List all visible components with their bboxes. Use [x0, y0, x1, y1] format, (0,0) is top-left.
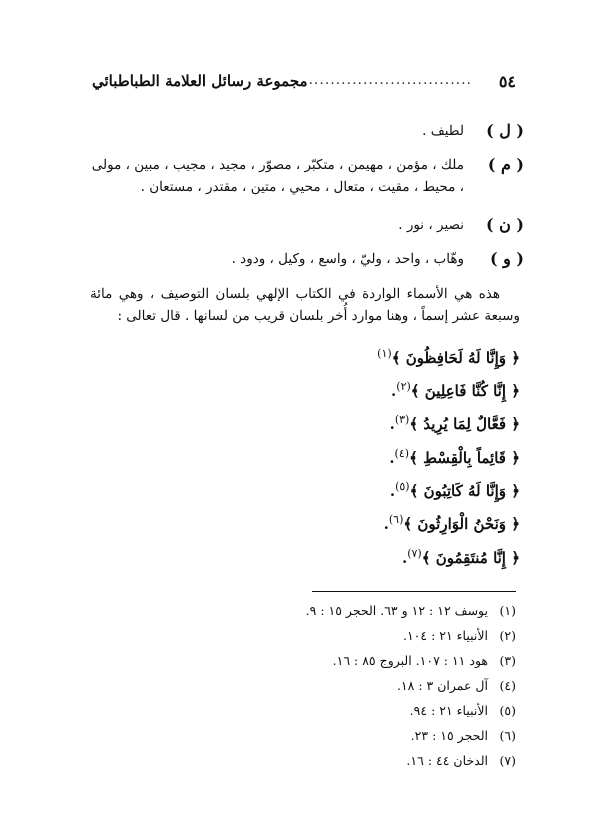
- footnote-4: [86, 676, 516, 696]
- verse-end: .: [383, 515, 389, 533]
- verse-text: ﴿ وَنَحْنُ الْوَارِثُونَ ﴾: [403, 515, 520, 533]
- entry-text: ملك ، مؤمن ، مهيمن ، متكبّر ، مصوّر ، مجيد ، مجيب ، مبين ، مولى ، محيط ، مقيت ، متعال ، محيي ، متين ، مقتدر ، مستعان .: [91, 157, 464, 195]
- verse-footnote-ref: (٣): [394, 413, 410, 426]
- footnote-7: [86, 751, 516, 771]
- running-title: مجموعة رسائل العلامة الطباطبائي: [92, 72, 308, 90]
- footnote-1: [86, 601, 516, 621]
- verse-end: .: [389, 415, 395, 433]
- entry-nun: [90, 214, 524, 236]
- verse-end: .: [391, 382, 397, 400]
- verse-3: [90, 408, 520, 436]
- footnote-text: الدخان ٤٤ : ١٦.: [406, 753, 488, 768]
- footnote-2: [86, 626, 516, 646]
- entry-letter: ( ن ): [485, 215, 524, 234]
- footnote-text: الحجر ١٥ : ٢٣.: [410, 728, 488, 743]
- verse-footnote-ref: (٧): [407, 547, 422, 560]
- verse-2: [90, 375, 520, 403]
- footnote-text: هود ١١ : ١٠٧. البروج ٨٥ : ١٦.: [332, 653, 488, 668]
- entry-text: لطيف .: [422, 123, 464, 139]
- verse-text: ﴿ وَإِنَّا لَهُ كَاتِبُونَ ﴾: [409, 482, 520, 500]
- footnote-number: (٦): [499, 728, 516, 743]
- footnote-number: (٤): [499, 678, 516, 693]
- footnote-text: الأنبياء ٢١ : ٩٤.: [409, 703, 488, 718]
- entry-letter: ( ل ): [486, 121, 524, 140]
- entry-text: وهّاب ، واحد ، وليّ ، واسع ، وكيل ، ودود .: [231, 251, 464, 267]
- verse-footnote-ref: (٥): [395, 480, 410, 493]
- verse-text: ﴿ إِنَّا مُنتَقِمُونَ ﴾: [421, 549, 520, 567]
- verse-footnote-ref: (٦): [388, 513, 404, 526]
- footnote-3: [86, 651, 516, 671]
- footnote-text: الأنبياء ٢١ : ١٠٤.: [402, 628, 488, 643]
- verse-footnote-ref: (٤): [394, 447, 410, 460]
- entry-waw: [90, 248, 524, 270]
- verse-1: [90, 342, 520, 370]
- page-header: [92, 72, 516, 98]
- verse-text: ﴿ إِنَّا كُنَّا فَاعِلِينَ ﴾: [410, 382, 520, 400]
- verse-text: ﴿ فَعَّالٌ لِمَا يُرِيدُ ﴾: [409, 415, 520, 433]
- entry-mim: [90, 154, 524, 198]
- verse-footnote-ref: (٢): [396, 380, 411, 393]
- footnote-6: [86, 726, 516, 746]
- body-paragraph: هذه هي الأسماء الواردة في الكتاب الإلهي بلسان التوصيف ، وهي مائة وسبعة عشر إسماً ، وهنا موارد أُخر بلسان قريب من لسانها . قال تعالى :: [90, 286, 520, 324]
- entry-lam: [90, 120, 524, 142]
- verse-end: .: [389, 449, 395, 467]
- verse-text: ﴿ قَائِماً بِالْقِسْطِ ﴾: [409, 449, 520, 467]
- footnote-number: (٣): [499, 653, 516, 668]
- footnote-text: آل عمران ٣ : ١٨.: [396, 678, 488, 693]
- footnote-number: (٧): [499, 753, 516, 768]
- footnote-5: [86, 701, 516, 721]
- verse-5: [90, 475, 520, 503]
- verse-text: ﴿ وَإِنَّا لَهُ لَحَافِظُونَ ﴾: [391, 349, 520, 367]
- entry-letter: ( م ): [487, 155, 524, 174]
- page-number: ٥٤: [498, 72, 516, 91]
- verse-end: .: [389, 482, 396, 500]
- footnote-number: (١): [499, 603, 516, 618]
- verse-end: .: [401, 549, 408, 567]
- footnote-separator: [312, 591, 516, 592]
- header-leader-dots: ..............................: [308, 72, 472, 88]
- verse-6: [90, 508, 520, 536]
- entry-letter: ( و ): [489, 249, 524, 268]
- entry-text: نصير ، نور .: [398, 217, 464, 233]
- footnote-number: (٥): [499, 703, 516, 718]
- verse-4: [90, 442, 520, 470]
- verse-footnote-ref: (١): [377, 347, 392, 360]
- footnote-text: يوسف ١٢ : ١٢ و ٦٣. الحجر ١٥ : ٩.: [305, 603, 488, 618]
- verse-7: [90, 542, 520, 570]
- footnote-number: (٢): [499, 628, 516, 643]
